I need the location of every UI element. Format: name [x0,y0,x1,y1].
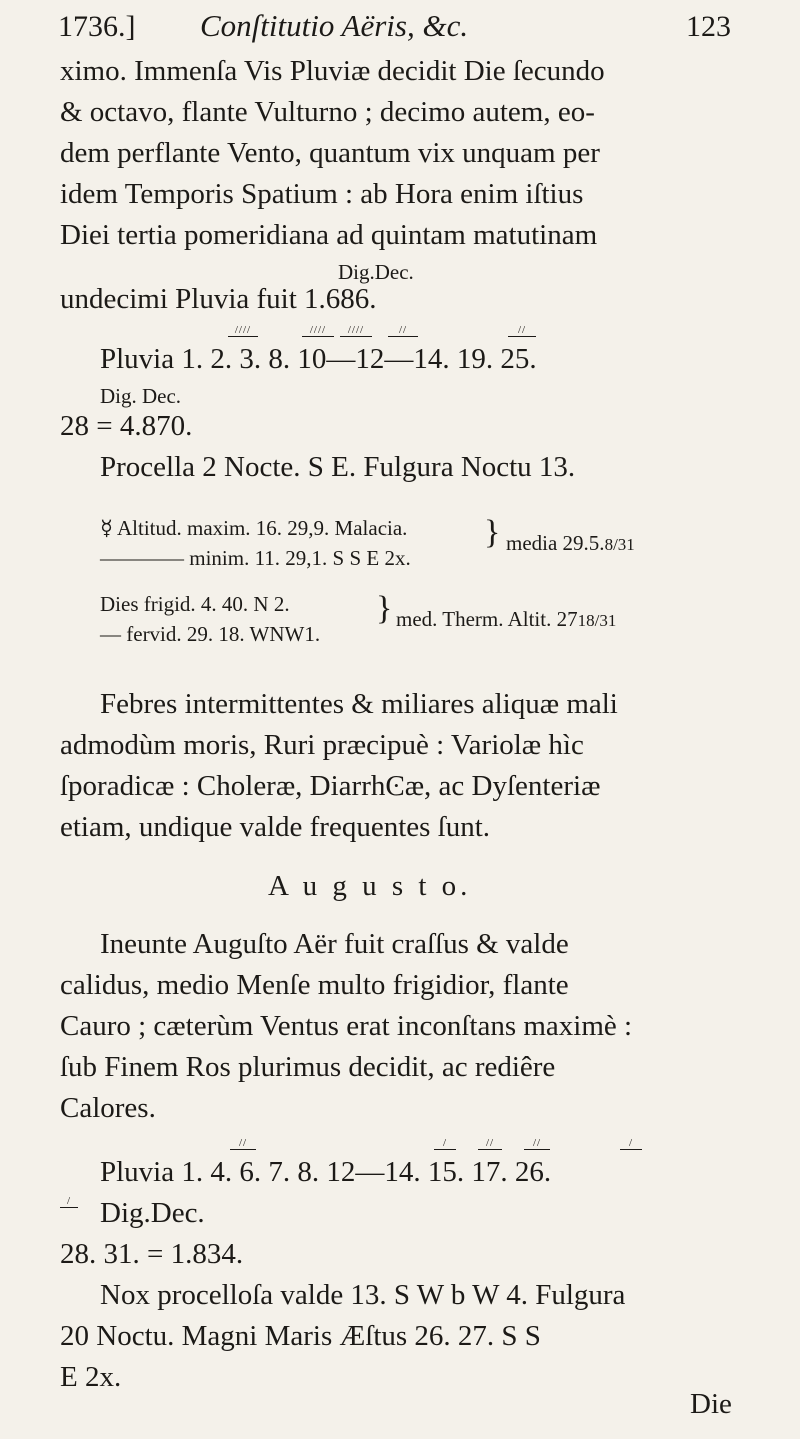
text-line: E 2x. [60,1361,122,1393]
dig-dec-label: Dig. Dec. [100,384,182,408]
tally-mark: // [524,1137,550,1150]
dig-dec-label: Dig.Dec. [338,260,414,284]
rain-total: 28. 31. = 1.834. [60,1238,244,1270]
dies-fervid: — fervid. 29. 18. WNW1. [100,622,321,646]
brace-icon: } [484,514,501,551]
text-line: dem perflante Vento, quantum vix unquam per [60,137,600,169]
tally-mark: // [230,1137,256,1150]
text-line: ſub Finem Ros plurimus decidit, ac rediêre [60,1051,556,1083]
tally-mark: //// [302,324,334,337]
section-heading: A u g u s t o. [268,870,472,902]
text-line: Diei tertia pomeridiana ad quintam matutinam [60,219,598,251]
barometer-min: ———— minim. 11. 29,1. S S E 2x. [100,546,411,570]
text-line: Calores. [60,1092,156,1124]
tally-mark: / [434,1137,456,1150]
thermometer-media [396,607,616,632]
text-line: calidus, medio Menſe multo frigidior, flante [60,969,569,1001]
text-line: ximo. Immenſa Vis Pluviæ decidit Die ſecundo [60,55,605,87]
text-line: & octavo, flante Vulturno ; decimo autem, eo- [60,96,595,128]
tally-mark: //// [340,324,372,337]
text-line: Febres intermittentes & miliares aliquæ mali [100,688,618,720]
text-line: etiam, undique valde frequentes ſunt. [60,811,491,843]
text-line: 20 Noctu. Magni Maris Æſtus 26. 27. S S [60,1320,541,1352]
tally-mark: / [60,1195,78,1208]
text-line: admodùm moris, Ruri præcipuè : Variolæ hìc [60,729,584,761]
pluvia-line: Pluvia 1. 4. 6. 7. 8. 12—14. 15. 17. 26. [100,1156,552,1188]
barometer-media-fraction: 8/31 [604,535,635,554]
tally-mark: / [620,1137,642,1150]
text-line: Nox procelloſa valde 13. S W b W 4. Fulgura [100,1279,626,1311]
barometer-media-value: media 29.5. [506,531,605,555]
dig-dec-label: Dig.Dec. [100,1197,205,1229]
tally-mark: // [508,324,536,337]
thermometer-media-fraction: 18/31 [577,611,617,630]
text-line: Ineunte Auguſto Aër fuit craſſus & valde [100,928,569,960]
pluvia-line: Pluvia 1. 2. 3. 8. 10—12—14. 19. 25. [100,343,537,375]
text-line: Cauro ; cæterùm Ventus erat inconſtans maximè : [60,1010,633,1042]
tally-mark: // [478,1137,502,1150]
rain-total: 28 = 4.870. [60,410,193,442]
text-line: idem Temporis Spatium : ab Hora enim iſtius [60,178,584,210]
barometer-media [506,531,635,556]
thermometer-media-value: med. Therm. Altit. 27 [396,607,578,631]
barometer-max: ☿ Altitud. maxim. 16. 29,9. Malacia. [100,516,408,540]
header-title: Conſtitutio Aëris, &c. [200,8,469,43]
tally-mark: // [388,324,418,337]
brace-icon: } [376,590,393,627]
dies-frigid: Dies frigid. 4. 40. N 2. [100,592,290,616]
text-line: ſporadicæ : Choleræ, DiarrhϾæ, ac Dyſenteriæ [60,770,601,802]
text-line: undecimi Pluvia fuit 1.686. [60,283,377,315]
tally-mark: //// [228,324,258,337]
header-year: 1736.] [58,10,136,43]
procella-line: Procella 2 Nocte. S E. Fulgura Noctu 13. [100,451,576,483]
page-number: 123 [686,10,731,43]
catchword: Die [690,1388,732,1420]
